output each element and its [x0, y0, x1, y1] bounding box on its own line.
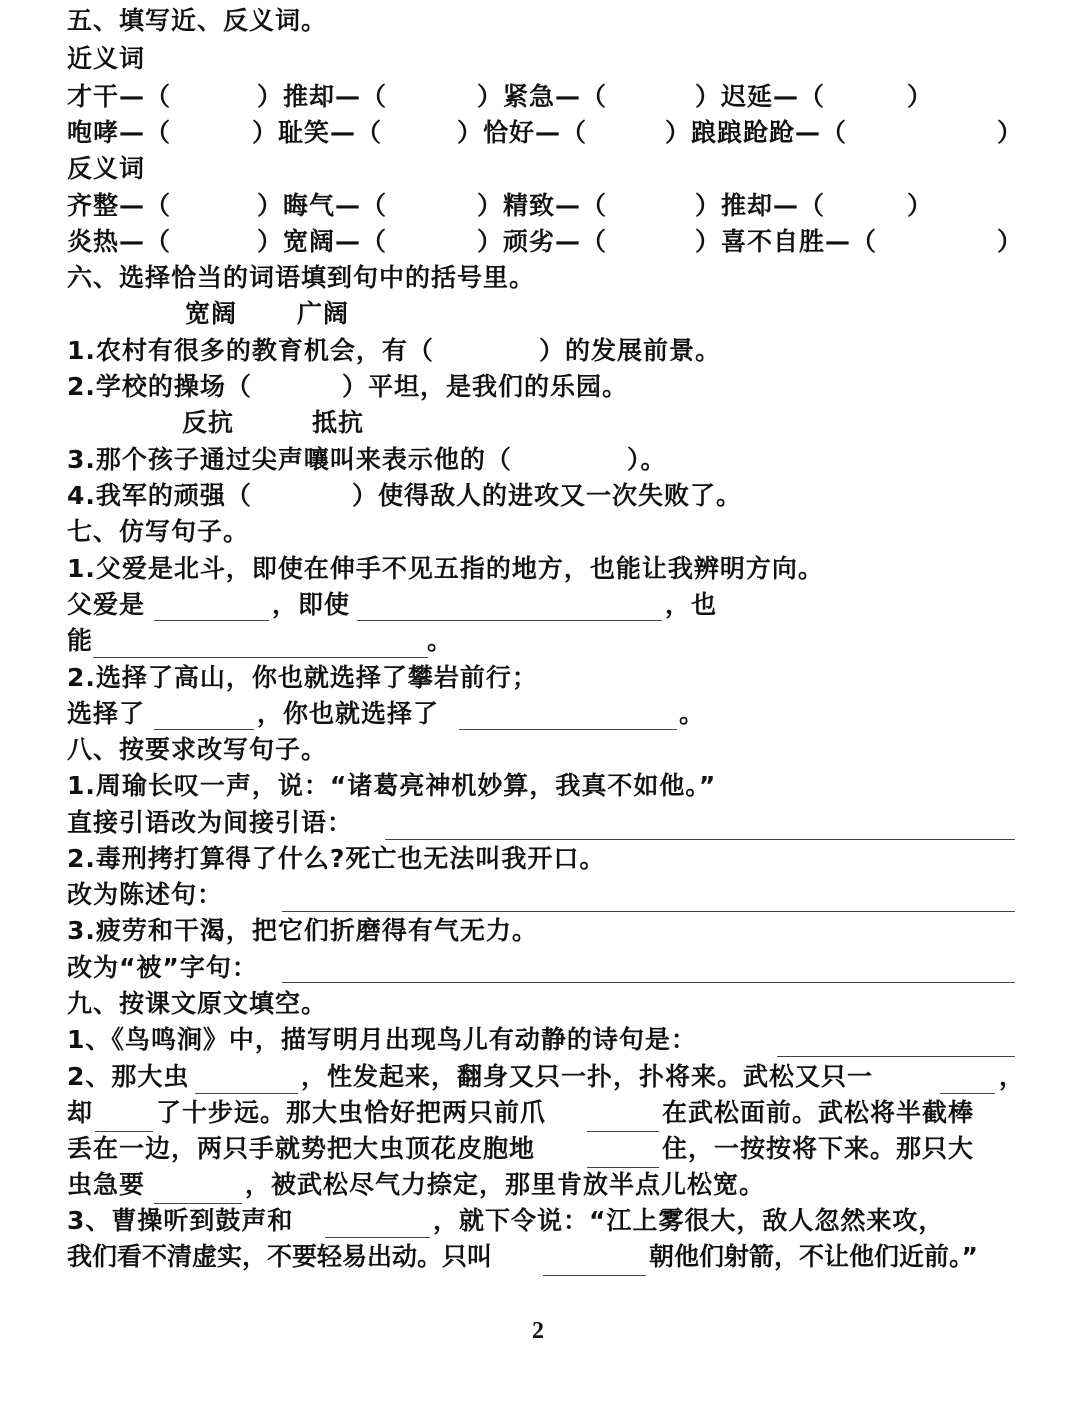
prompt-text: 改为“被”字句： — [67, 953, 258, 982]
antonym-item: 齐整—（ — [67, 191, 172, 220]
question-text: 丢在一边，两只手就势把大虫顶花皮胞地 — [67, 1134, 536, 1163]
fill-text: ，即使 — [272, 590, 351, 619]
word-option: 广阔 — [297, 299, 350, 328]
question-text: 我们看不清虚实，不要轻易出动。只叫 — [67, 1242, 493, 1271]
section5-title: 五、填写近、反义词。 — [67, 6, 328, 35]
question-text: 3.那个孩子通过尖声嚷叫来表示他的（ — [67, 445, 512, 474]
synonym-item: 才干—（ — [67, 82, 172, 111]
question-text: ）。 — [627, 445, 667, 474]
synonym-item: ） — [997, 118, 1024, 147]
synonym-item: ） — [907, 82, 934, 111]
fill-text: 。 — [679, 699, 706, 728]
question-9-1 — [67, 1025, 1027, 1059]
question-9-2-line1 — [67, 1062, 1027, 1096]
fill-7-1-line2 — [67, 626, 1027, 660]
antonym-item: ）推却—（ — [695, 191, 826, 220]
question-9-2-line3 — [67, 1134, 1027, 1168]
answer-8-1 — [67, 808, 1027, 842]
question-text: 虫急要 — [67, 1170, 146, 1199]
fill-text: 父爱是 — [67, 590, 146, 619]
question-text: ，被武松尽气力捺定，那里肯放半点儿松宽。 — [245, 1170, 766, 1199]
blank-field[interactable] — [195, 1092, 298, 1094]
question-6-4 — [67, 481, 867, 511]
fill-7-2 — [67, 699, 1027, 733]
question-7-2: 2.选择了高山，你也就选择了攀岩前行； — [67, 663, 538, 692]
question-6-3 — [67, 445, 867, 475]
question-text: 了十步远。那大虫恰好把两只前爪 — [156, 1098, 547, 1127]
synonym-item: ）推却—（ — [257, 82, 388, 111]
question-8-1: 1.周瑜长叹一声，说：“诸葛亮神机妙算，我真不如他。” — [67, 771, 717, 800]
blank-field[interactable] — [587, 1130, 659, 1132]
fill-text: 选择了 — [67, 699, 146, 728]
answer-line[interactable] — [282, 981, 1015, 983]
section7-title: 七、仿写句子。 — [67, 517, 250, 546]
question-6-2 — [67, 372, 867, 402]
question-8-2: 2.毒刑拷打算得了什么?死亡也无法叫我开口。 — [67, 844, 606, 873]
blank-field[interactable] — [154, 1202, 242, 1204]
question-9-2-line2 — [67, 1098, 1027, 1132]
antonym-item: ）顽劣—（ — [477, 227, 608, 256]
question-9-3-line2 — [67, 1242, 1027, 1276]
synonym-label: 近义词 — [67, 44, 146, 73]
question-text: 2、那大虫 — [67, 1062, 190, 1091]
blank-field[interactable] — [777, 1055, 1015, 1057]
antonym-item: ）晦气—（ — [257, 191, 388, 220]
blank-field[interactable] — [940, 1092, 995, 1094]
question-text: ，性发起来，翻身又只一扑，扑将来。武松又只一 — [301, 1062, 874, 1091]
word-option: 反抗 — [182, 408, 235, 437]
word-options-2 — [67, 408, 467, 438]
synonym-item: 咆哮—（ — [67, 118, 172, 147]
question-text: 2.学校的操场（ — [67, 372, 252, 401]
synonyms-row-1 — [67, 82, 1027, 112]
answer-8-2 — [67, 880, 1027, 914]
fill-text: 。 — [427, 626, 454, 655]
antonym-item: ）宽阔—（ — [257, 227, 388, 256]
section8-title: 八、按要求改写句子。 — [67, 735, 328, 764]
fill-text: ，你也就选择了 — [257, 699, 440, 728]
antonym-item: ）精致—（ — [477, 191, 608, 220]
blank-field[interactable] — [357, 619, 662, 621]
fill-text: ，也 — [665, 590, 718, 619]
antonyms-row-1 — [67, 191, 1027, 221]
antonym-item: ） — [997, 227, 1024, 256]
question-text: 却 — [67, 1098, 94, 1127]
word-option: 抵抗 — [312, 408, 365, 437]
question-text: ）使得敌人的进攻又一次失败了。 — [352, 481, 743, 510]
question-text: ， — [999, 1062, 1026, 1091]
word-option: 宽阔 — [185, 299, 238, 328]
question-9-3-line1 — [67, 1206, 1027, 1240]
answer-line[interactable] — [282, 910, 1015, 912]
antonym-item: 炎热—（ — [67, 227, 172, 256]
question-text: ）平坦，是我们的乐园。 — [342, 372, 629, 401]
synonym-item: ）恰好—（ — [457, 118, 588, 147]
question-text: 在武松面前。武松将半截棒 — [662, 1098, 975, 1127]
question-text: 1、《鸟鸣涧》中，描写明月出现鸟儿有动静的诗句是： — [67, 1025, 697, 1054]
antonym-label: 反义词 — [67, 154, 146, 183]
section9-title: 九、按课文原文填空。 — [67, 989, 328, 1018]
question-text: 朝他们射箭，不让他们近前。” — [649, 1242, 978, 1271]
question-9-2-line4 — [67, 1170, 1027, 1204]
question-text: ，就下令说：“江上雾很大，敌人忽然来攻， — [433, 1206, 945, 1235]
question-7-1: 1.父爱是北斗，即使在伸手不见五指的地方，也能让我辨明方向。 — [67, 554, 824, 583]
antonym-item: ） — [907, 191, 934, 220]
question-text: 住，一按按将下来。那只大 — [662, 1134, 975, 1163]
section6-title: 六、选择恰当的词语填到句中的括号里。 — [67, 263, 536, 292]
question-text: 3、曹操听到鼓声和 — [67, 1206, 294, 1235]
question-8-3: 3.疲劳和干渴，把它们折磨得有气无力。 — [67, 916, 538, 945]
blank-field[interactable] — [93, 656, 428, 658]
antonyms-row-2 — [67, 227, 1027, 257]
synonym-item: ）紧急—（ — [477, 82, 608, 111]
question-text: ）的发展前景。 — [539, 336, 722, 365]
prompt-text: 改为陈述句： — [67, 880, 224, 909]
blank-field[interactable] — [95, 1130, 153, 1132]
fill-text: 能 — [67, 626, 94, 655]
blank-field[interactable] — [325, 1236, 430, 1238]
answer-line[interactable] — [385, 838, 1015, 840]
question-6-1 — [67, 336, 867, 366]
synonyms-row-2 — [67, 118, 1027, 148]
fill-7-1-line1 — [67, 590, 1027, 624]
blank-field[interactable] — [154, 619, 269, 621]
synonym-item: ）迟延—（ — [695, 82, 826, 111]
blank-field[interactable] — [587, 1166, 659, 1168]
prompt-text: 直接引语改为间接引语： — [67, 808, 354, 837]
blank-field[interactable] — [543, 1274, 646, 1276]
synonym-item: ）耻笑—（ — [252, 118, 383, 147]
blank-field[interactable] — [154, 728, 254, 730]
page-number: 2 — [532, 1318, 544, 1344]
synonym-item: ）踉踉跄跄—（ — [665, 118, 848, 147]
answer-8-3 — [67, 953, 1027, 987]
word-options-1 — [67, 299, 467, 329]
question-text: 4.我军的顽强（ — [67, 481, 252, 510]
question-text: 1.农村有很多的教育机会，有（ — [67, 336, 434, 365]
antonym-item: ）喜不自胜—（ — [695, 227, 878, 256]
blank-field[interactable] — [459, 728, 677, 730]
